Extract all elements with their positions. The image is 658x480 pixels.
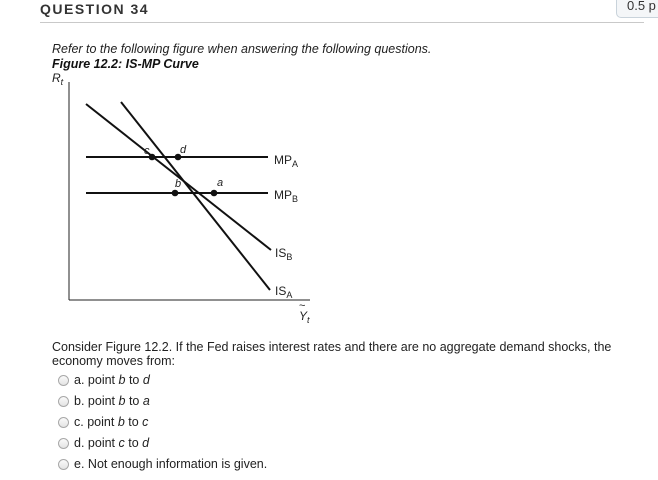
figure-caption: Figure 12.2: IS-MP Curve	[52, 57, 199, 71]
question-prompt: Consider Figure 12.2. If the Fed raises interest rates and there are no aggregate demand shocks, the economy moves from:	[52, 340, 612, 368]
option-e-label: e. Not enough information is given.	[74, 457, 268, 471]
option-a[interactable]	[58, 372, 150, 388]
option-d-label: d. point c to d	[74, 436, 150, 450]
option-b-radio[interactable]	[58, 396, 69, 407]
is-a-curve	[121, 102, 270, 290]
point-d-label: d	[180, 144, 187, 156]
y-axis-label-sub: t	[60, 77, 64, 87]
mp-b-label	[274, 188, 298, 204]
mp-b-label-main: MP	[274, 188, 292, 202]
mp-b-label-sub: B	[292, 194, 299, 204]
mp-a-label-sub: A	[292, 159, 299, 169]
option-e-radio[interactable]	[58, 459, 69, 470]
option-a-label: a. point b to d	[74, 373, 150, 387]
point-c-label: c	[144, 145, 150, 157]
point-a-label: a	[217, 177, 224, 189]
option-c-radio[interactable]	[58, 417, 69, 428]
points-badge: 0.5 p	[616, 0, 658, 18]
option-d-radio[interactable]	[58, 438, 69, 449]
point-b-label: b	[175, 178, 182, 190]
question-title: QUESTION 34	[40, 1, 150, 17]
x-axis-label-sub: t	[307, 315, 310, 325]
is-b-label-main: IS	[275, 246, 287, 260]
option-d[interactable]	[58, 435, 149, 451]
mp-a-label-main: MP	[274, 153, 292, 167]
y-axis-label-main: R	[52, 71, 61, 85]
is-b-label-sub: B	[286, 252, 293, 262]
option-e[interactable]	[58, 456, 267, 472]
question-header	[0, 0, 658, 22]
is-b-label	[275, 246, 292, 262]
option-b[interactable]	[58, 393, 150, 409]
is-a-label	[275, 284, 292, 300]
is-mp-figure	[48, 68, 328, 330]
intro-text: Refer to the following figure when answering the following questions.	[52, 42, 432, 56]
option-a-radio[interactable]	[58, 375, 69, 386]
option-c[interactable]	[58, 414, 148, 430]
y-axis-label	[52, 71, 64, 87]
x-axis-tilde: ~	[299, 300, 306, 312]
header-divider	[40, 22, 644, 23]
mp-a-label	[274, 153, 298, 169]
option-b-label: b. point b to a	[74, 394, 150, 408]
point-b-marker	[172, 190, 179, 197]
is-b-curve	[86, 104, 271, 250]
x-axis-label-main: Y	[299, 309, 308, 323]
option-c-label: c. point b to c	[74, 415, 149, 429]
point-c-marker	[149, 154, 156, 161]
is-a-label-sub: A	[286, 290, 293, 300]
point-a-marker	[211, 190, 218, 197]
is-a-label-main: IS	[275, 284, 287, 298]
